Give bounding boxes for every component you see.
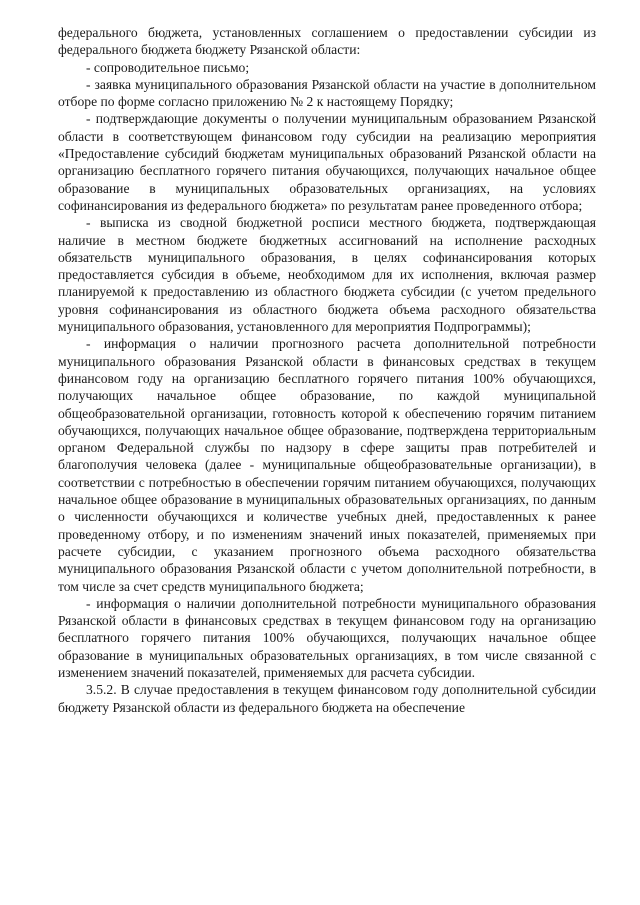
- paragraph-5: - выписка из сводной бюджетной росписи местного бюджета, подтверждающая наличие в местном бюджете бюджетных ассигнований на исполнение расходных обязательств муниципального образования, в целях софинансирования которых предоставляется субсидия в объеме, необходимом для их исполнения, включая размер планируемой к предоставлению из областного бюджета субсидии (с учетом предельного уровня софинансирования из областного бюджета объема расходного обязательства муниципального образования, установленного для мероприятия Подпрограммы);: [58, 215, 596, 335]
- paragraph-1: федерального бюджета, установленных соглашением о предоставлении субсидии из федерального бюджета бюджету Рязанской области:: [58, 25, 596, 58]
- paragraph-8: 3.5.2. В случае предоставления в текущем финансовом году дополнительной субсидии бюджету Рязанской области из федерального бюджета на обеспечение: [58, 682, 596, 715]
- document-body: [58, 24, 596, 716]
- paragraph-7: - информация о наличии дополнительной потребности муниципального образования Рязанской области в финансовых средствах в текущем финансовом году на организацию бесплатного горячего питания 100% обучающихся, получающих начальное общее образование в муниципальных образовательных организациях, в том числе связанной с изменением значений показателей, применяемых для расчета субсидии.: [58, 595, 596, 680]
- paragraph-3: - заявка муниципального образования Рязанской области на участие в дополнительном отборе по форме согласно приложению № 2 к настоящему Порядку;: [58, 76, 596, 110]
- paragraph-2: - сопроводительное письмо;: [86, 59, 250, 75]
- paragraph-4: - подтверждающие документы о получении муниципальным образованием Рязанской области в соответствующем финансовом году субсидии на реализацию мероприятия «Предоставление субсидий бюджетам муниципальных образований Рязанской области на организацию бесплатного горячего питания обучающихся, получающих начальное общее образование в муниципальных образовательных организациях, на условиях софинансирования из федерального бюджета» по результатам ранее проведенного отбора;: [58, 111, 596, 213]
- paragraph-6: - информация о наличии прогнозного расчета дополнительной потребности муниципального образования Рязанской области в финансовых средствах в текущем финансовом году на организацию бесплатного горячего питания 100% обучающихся, получающих начальное общее образование, по каждой муниципальной общеобразовательной организации, готовность которой к обеспечению горячим питанием обучающихся, получающих начальное общее образование, подтверждена территориальным органом Федеральной службы по надзору в сфере защиты прав потребителей и благополучия человека (далее - муниципальные общеобразовательные организации), в соответствии с потребностью в обеспечении горячим питанием обучающихся, получающих начальное общее образование в муниципальных образовательных организациях, по данным о численности обучающихся и количестве учебных дней, предоставленных к ранее проведенному отбору, и по изменениям значений иных показателей, применяемых при расчете субсидии, с указанием прогнозного объема расходного обязательства муниципального образования Рязанской области с учетом дополнительной потребности, в том числе за счет средств муниципального бюджета;: [58, 336, 596, 594]
